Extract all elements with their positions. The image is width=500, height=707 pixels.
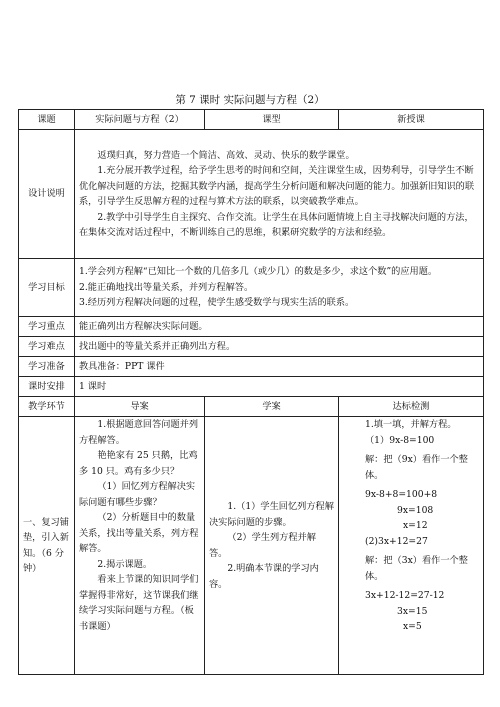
goal-item: 2.能正确地找出等量关系，并列方程解答。 [79, 281, 254, 293]
section-1-check [339, 417, 484, 675]
check-column-header: 达标检测 [339, 397, 484, 417]
check-line: 9x=108 [397, 504, 434, 516]
check-line: (2)3x+12=27 [365, 535, 428, 547]
guide-line: （2）分析题目中的数量关系，找出等量关系，列方程解答。 [79, 512, 199, 554]
design-content [75, 130, 484, 259]
check-line: 3x+12-12=27-12 [365, 590, 445, 601]
check-line: 9x-8+8=100+8 [365, 489, 438, 500]
type-value: 新授课 [339, 110, 484, 130]
guide-line: 1.根据题意回答问题并列方程解答。 [79, 419, 199, 446]
preparation-label: 学习准备 [19, 357, 75, 377]
schedule-label: 课时安排 [19, 377, 75, 397]
study-line: （2）学生列方程并解答。 [209, 532, 316, 559]
goals-content [75, 259, 484, 317]
stage-column-header: 教学环节 [19, 397, 75, 417]
goals-label: 学习目标 [19, 259, 75, 317]
guide-column-header: 导案 [75, 397, 205, 417]
topic-label: 课题 [19, 110, 75, 130]
check-line: x=5 [403, 621, 422, 632]
schedule-value: 1 课时 [75, 377, 484, 397]
guide-line: （1）回忆列方程解决实际问题有哪些步骤？ [79, 481, 196, 508]
goal-item: 1.学会列方程解“已知比一个数的几倍多几（或少几）的数是多少，求这个数”的应用题。 [79, 266, 438, 278]
check-line: （1）9x-8=100 [365, 434, 435, 446]
check-line: 解：把（9x）看作一个整体。 [365, 454, 468, 481]
difficulties-value: 找出题中的等量关系并正确列出方程。 [75, 337, 484, 357]
design-row [19, 130, 484, 259]
guide-line: 看来上节课的知识同学们掌握得非常好，这节课我们继续学习实际问题与方程。（板书课题） [79, 574, 199, 632]
column-header-row [19, 397, 484, 417]
check-line: 解：把（3x）看作一个整体。 [365, 555, 468, 582]
key-points-row [19, 317, 484, 337]
design-paragraph: 2.教学中引导学生自主探究、合作交流。让学生在具体问题情境上自主寻找解决问题的方法，在集体交流对话过程中，不断训练自己的思维，积累研究数学的方法和经验。 [79, 211, 474, 238]
check-line: 1.填一填，并解方程。 [365, 419, 457, 430]
study-line: 2.明确本节课的学习内容。 [209, 563, 319, 590]
lesson-title: 第 7 课时 实际问题与方程（2） [175, 94, 325, 106]
study-line: 1.（1）学生回忆列方程解决实际问题的步骤。 [209, 501, 334, 528]
section-1-stage: 一、复习铺垫，引入新知。（6 分钟） [19, 417, 75, 675]
preparation-row [19, 357, 484, 377]
guide-line: 艳艳家有 25 只鹅，比鸡多 10 只。鸡有多少只？ [79, 450, 198, 477]
design-paragraph: 返璞归真，努力营造一个简洁、高效、灵动、快乐的数学课堂。 [97, 149, 355, 161]
key-points-value: 能正确列出方程解决实际问题。 [75, 317, 484, 337]
topic-value: 实际问题与方程（2） [75, 110, 205, 130]
goals-row [19, 259, 484, 317]
difficulties-label: 学习难点 [19, 337, 75, 357]
section-1-guide [75, 417, 205, 675]
design-paragraph: 1.充分展开教学过程，给予学生思考的时间和空间，关注课堂生成，因势利导，引导学生不断优化解决问题的方法，挖掘其数学内涵，提高学生分析问题和解决问题的能力。加强新旧知识的联系，引导学生反思解方程的过程与算术方法的联系，以突破教学难点。 [79, 165, 475, 207]
guide-line: 2.揭示课题。 [97, 558, 153, 570]
lesson-plan-table [18, 109, 484, 675]
design-label: 设计说明 [19, 130, 75, 259]
goal-item: 3.经历列方程解决问题的过程，使学生感受数学与现实生活的联系。 [79, 297, 355, 309]
schedule-row [19, 377, 484, 397]
key-points-label: 学习重点 [19, 317, 75, 337]
section-1-row [19, 417, 484, 675]
check-line: 3x=15 [397, 605, 428, 617]
check-line: x=12 [403, 520, 428, 531]
type-label: 课型 [205, 110, 339, 130]
topic-row [19, 110, 484, 130]
difficulties-row [19, 337, 484, 357]
study-column-header: 学案 [205, 397, 339, 417]
section-1-study [205, 417, 339, 675]
preparation-value: 教具准备：PPT 课件 [75, 357, 484, 377]
